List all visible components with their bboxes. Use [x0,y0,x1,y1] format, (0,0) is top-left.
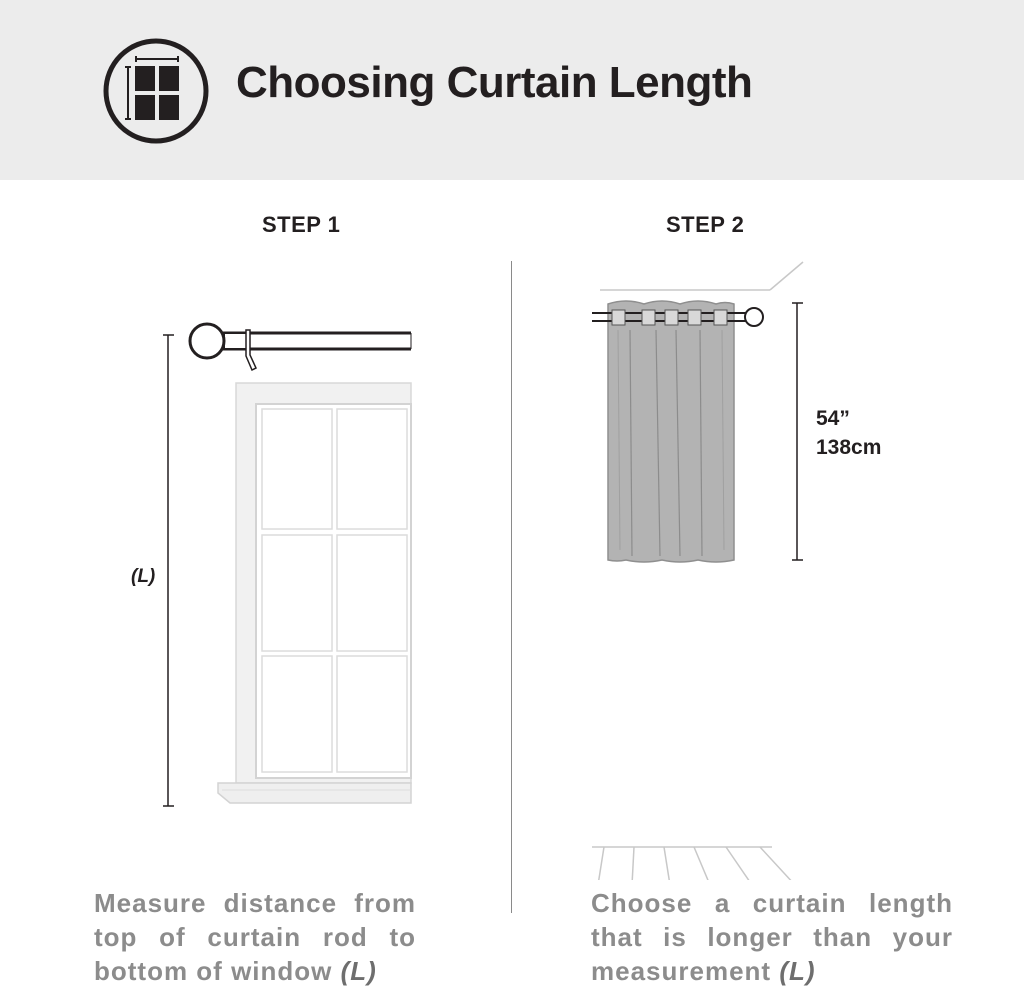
caption-line: top of curtain rod to [94,922,416,952]
step-1-label: STEP 1 [262,212,341,237]
curtain-rod-illustration [190,324,411,370]
length-cm: 138cm [816,436,882,459]
length-inches: 54” [816,407,850,430]
caption-line [591,954,953,988]
curtain-panel-illustration [592,301,763,562]
measure-label-l: (L) [131,566,156,587]
measure-line-l [163,335,174,806]
step-2-caption [591,886,953,988]
window-measure-icon [102,37,210,150]
floor-lines [592,847,795,880]
page-title: Choosing Curtain Length [236,58,753,107]
step-1-caption [94,886,416,988]
caption-line: that is longer than your [591,922,953,952]
curtain-length-label [816,404,881,462]
caption-emphasis: (L) [340,956,377,986]
step-2-label: STEP 2 [666,212,745,237]
header-banner [0,0,1024,180]
caption-emphasis: (L) [779,956,816,986]
window-illustration [218,383,411,803]
illustrations [0,180,1024,885]
caption-line [94,954,416,988]
ceiling-line [600,262,803,290]
caption-line: Choose a curtain length [591,888,953,918]
curtain-length-dimension [792,303,803,560]
caption-text: bottom of window [94,956,341,986]
caption-line: Measure distance from [94,888,416,918]
caption-text: measurement [591,956,780,986]
